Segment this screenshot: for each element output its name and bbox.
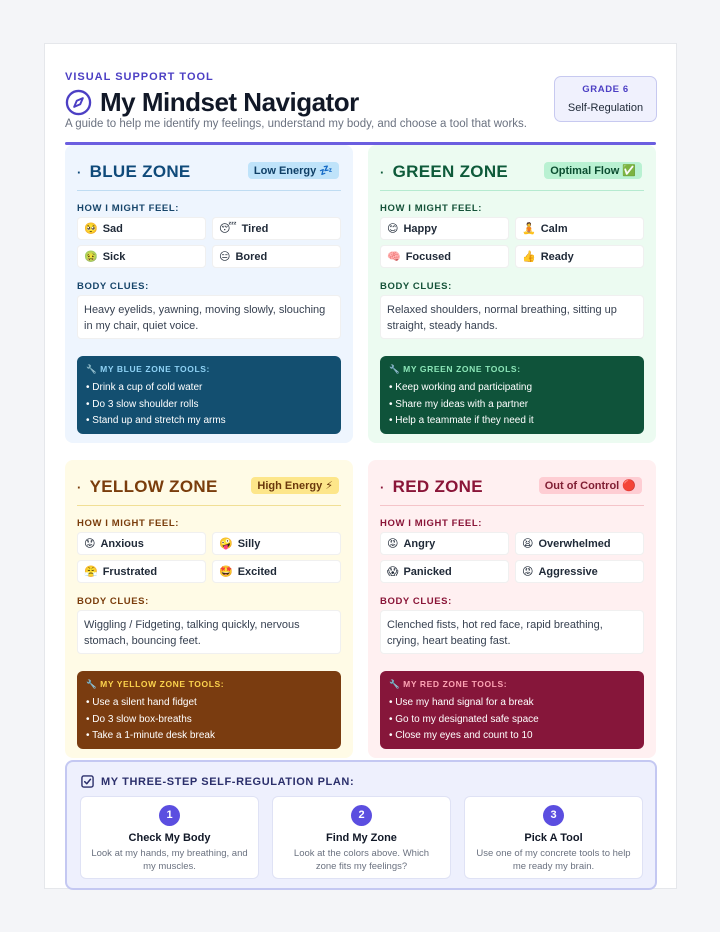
zone-name: GREEN ZONE [392,162,509,181]
tool-text: Go to my designated safe space [395,713,539,725]
feeling-label: Aggressive [538,566,598,578]
feeling-emoji: 😤 [84,566,98,578]
plan-header [81,775,354,788]
tools-title-text: MY YELLOW ZONE TOOLS: [100,679,225,689]
yellow-zone-card [65,460,353,758]
feeling-chip [212,217,341,240]
feeling-emoji: 😱 [387,566,399,578]
step-title: Find My Zone [326,832,397,844]
feeling-emoji: 😊 [387,223,399,235]
step-number: 2 [351,805,372,826]
step-title: Pick A Tool [524,832,583,844]
wrench-icon: 🔧 [86,364,98,374]
tool-text: Use my hand signal for a break [395,697,534,708]
feeling-chip [380,560,509,583]
grade-label: GRADE 6 [582,84,629,95]
feeling-chip [515,217,644,240]
feeling-emoji: 😴 [219,223,237,235]
checkbox-icon [81,775,94,788]
feeling-chip [380,245,509,268]
zone-header [77,474,341,506]
page-title: My Mindset Navigator [100,87,359,117]
wrench-icon: 🔧 [86,679,98,689]
tool-item: • Help a teammate if they need it [389,415,534,426]
eyebrow-label: VISUAL SUPPORT TOOL [65,71,214,83]
tool-item: • Use my hand signal for a break [389,697,534,708]
compass-icon [65,89,92,116]
green-zone-card [368,145,656,443]
tools-title [389,679,635,690]
tool-item: • Take a 1-minute desk break [86,730,215,741]
tool-text: Do 3 slow box-breaths [92,713,192,725]
tool-text: Take a 1-minute desk break [92,730,215,741]
feeling-emoji: 🤩 [219,566,233,578]
tools-title-text: MY GREEN ZONE TOOLS: [403,364,521,374]
tool-text: Drink a cup of cold water [92,382,203,393]
tool-item: • Do 3 slow box-breaths [86,713,192,725]
tool-text: Do 3 slow shoulder rolls [92,398,199,410]
tool-text: Share my ideas with a partner [395,398,529,410]
page-subtitle: A guide to help me identify my feelings, understand my body, and choose a tool that works. [65,118,527,130]
feeling-label: Frustrated [102,566,158,578]
feeling-label: Sad [102,223,123,235]
feeling-label: Ready [540,251,574,263]
zone-header [380,474,644,506]
feeling-chip [212,532,341,555]
clues-label: BODY CLUES: [77,281,149,292]
tools-box [380,356,644,434]
feeling-label: Excited [237,566,277,578]
zone-name: BLUE ZONE [89,162,191,181]
red-zone-card [368,460,656,758]
tool-item: • Go to my designated safe space [389,713,539,725]
worksheet-page [44,43,677,889]
tools-title-text: MY BLUE ZONE TOOLS: [100,364,210,374]
wrench-icon: 🔧 [389,364,401,374]
tool-text: Help a teammate if they need it [395,415,534,426]
zone-title [380,477,483,497]
feeling-chip [515,532,644,555]
feeling-emoji: 😟 [84,538,96,550]
bullet-dot: · [380,480,385,495]
plan-step [80,796,259,879]
zone-name: YELLOW ZONE [89,477,218,496]
feeling-label: Bored [235,251,268,263]
feel-label: HOW I MIGHT FEEL: [77,203,180,214]
feeling-chip [212,245,341,268]
tool-item: • Stand up and stretch my arms [86,415,226,426]
feeling-label: Silly [237,538,261,550]
tools-box [77,671,341,749]
feeling-emoji: 🤢 [84,251,98,263]
energy-badge: Optimal Flow ✅ [544,162,642,179]
feel-label: HOW I MIGHT FEEL: [77,518,180,529]
bullet-dot: · [77,480,82,495]
tool-item: • Do 3 slow shoulder rolls [86,398,199,410]
feeling-chip [515,560,644,583]
zone-header [77,159,341,191]
tool-item: • Close my eyes and count to 10 [389,730,533,741]
feeling-label: Angry [403,538,436,550]
body-clues-text: Relaxed shoulders, normal breathing, sitting up straight, steady hands. [380,295,644,339]
zone-title [77,162,191,182]
feeling-label: Tired [241,223,269,235]
feel-label: HOW I MIGHT FEEL: [380,203,483,214]
tool-item: • Use a silent hand fidget [86,697,197,708]
feeling-chip [380,217,509,240]
tools-title [86,364,332,375]
body-clues-text: Clenched fists, hot red face, rapid breathing, crying, heart beating fast. [380,610,644,654]
feeling-emoji: 🤪 [219,538,233,550]
step-title: Check My Body [128,832,211,844]
feeling-label: Calm [540,223,568,235]
feeling-emoji: 🧠 [387,251,401,263]
zone-title [77,477,218,497]
energy-badge: High Energy ⚡ [251,477,339,494]
tool-item: • Share my ideas with a partner [389,398,529,410]
feeling-emoji: 🧘 [522,223,536,235]
feeling-chip [77,532,206,555]
grade-subject: Self-Regulation [567,102,644,114]
grade-badge [554,76,657,122]
feeling-emoji: 🥺 [84,223,98,235]
feeling-label: Anxious [100,538,144,550]
feeling-label: Overwhelmed [538,538,611,550]
plan-step [464,796,643,879]
zone-name: RED ZONE [392,477,483,496]
tools-title [86,679,332,690]
step-description: Use one of my concrete tools to help me ready my brain. [476,848,631,872]
feeling-emoji: 😡 [387,538,399,550]
clues-label: BODY CLUES: [380,596,452,607]
tool-text: Use a silent hand fidget [92,697,197,708]
feeling-chip [212,560,341,583]
plan-step [272,796,451,879]
tools-box [77,356,341,434]
plan-title: MY THREE-STEP SELF-REGULATION PLAN: [101,775,355,788]
feel-label: HOW I MIGHT FEEL: [380,518,483,529]
tool-text: Keep working and participating [395,382,533,393]
tool-item: • Keep working and participating [389,382,533,393]
tools-title [389,364,635,375]
step-description: Look at my hands, my breathing, and my muscles. [91,848,248,872]
feeling-emoji: 😡 [522,566,534,578]
feeling-chip [515,245,644,268]
feeling-chip [77,560,206,583]
body-clues-text: Heavy eyelids, yawning, moving slowly, slouching in my chair, quiet voice. [77,295,341,339]
zone-header [380,159,644,191]
title-row [65,87,359,118]
feeling-label: Focused [405,251,451,263]
feeling-chip [77,217,206,240]
body-clues-text: Wiggling / Fidgeting, talking quickly, nervous stomach, bouncing feet. [77,610,341,654]
feeling-label: Panicked [403,566,452,578]
self-regulation-plan [65,760,657,890]
tool-text: Close my eyes and count to 10 [395,730,533,741]
step-description: Look at the colors above. Which zone fits my feelings? [293,848,430,872]
step-number: 3 [543,805,564,826]
zone-title [380,162,508,182]
feeling-emoji: 👍 [522,251,536,263]
feeling-label: Sick [102,251,126,263]
feeling-emoji: 😫 [522,538,534,550]
feeling-label: Happy [403,223,438,235]
clues-label: BODY CLUES: [77,596,149,607]
tools-title-text: MY RED ZONE TOOLS: [403,679,508,689]
feeling-chip [380,532,509,555]
step-number: 1 [159,805,180,826]
tools-box [380,671,644,749]
wrench-icon: 🔧 [389,679,401,689]
tool-item: • Drink a cup of cold water [86,382,203,393]
bullet-dot: · [380,165,385,180]
feeling-emoji: 😑 [219,251,231,263]
bullet-dot: · [77,165,82,180]
tool-text: Stand up and stretch my arms [92,415,226,426]
feeling-chip [77,245,206,268]
clues-label: BODY CLUES: [380,281,452,292]
energy-badge: Out of Control 🔴 [539,477,642,494]
blue-zone-card [65,145,353,443]
energy-badge: Low Energy 💤 [248,162,339,179]
